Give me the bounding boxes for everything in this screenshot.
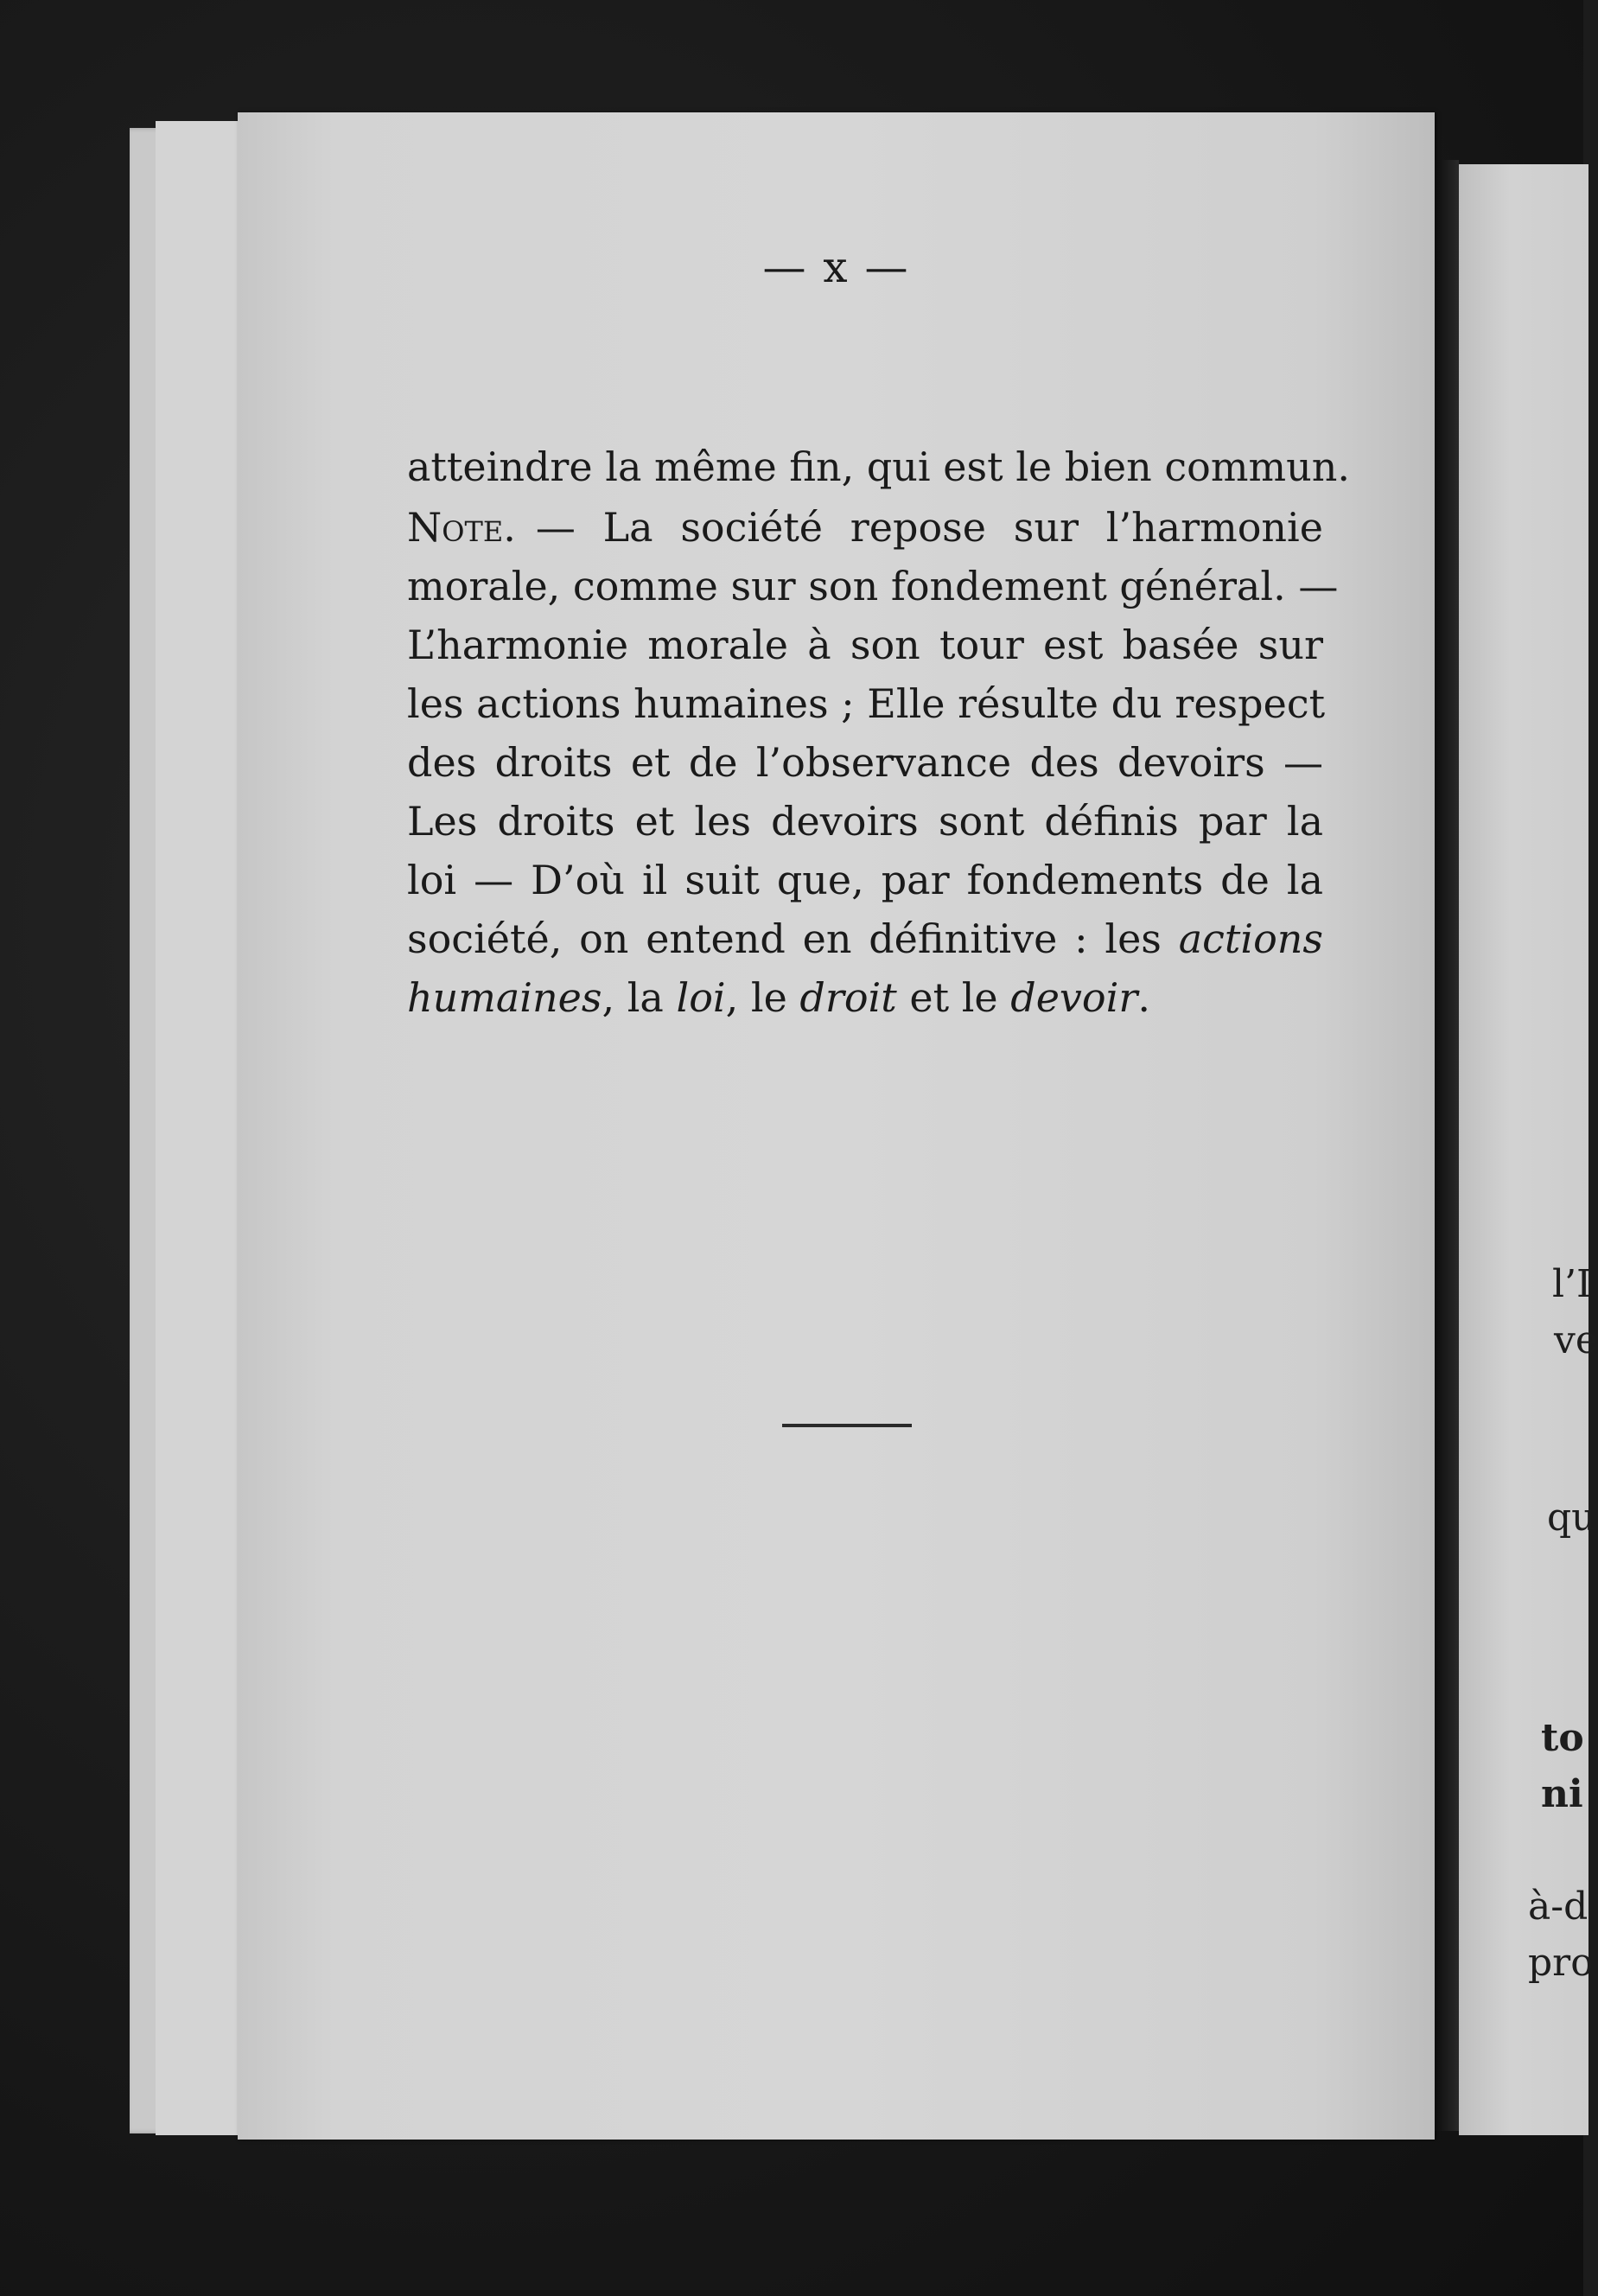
- italic-term: devoir: [1010, 974, 1138, 1021]
- text-line: les actions humaines ; Elle résulte du respect: [407, 680, 1326, 727]
- italic-term: loi: [676, 974, 726, 1021]
- text-line: des droits et de l’observance des devoirs —: [407, 739, 1323, 786]
- adjacent-text-fragment: ni: [1541, 1772, 1583, 1816]
- section-end-rule: [782, 1424, 912, 1427]
- book-page: [238, 112, 1435, 2140]
- adjacent-text-fragment: l’I: [1552, 1262, 1592, 1306]
- text-line: morale, comme sur son fondement général. —: [407, 563, 1339, 609]
- text-line: [407, 501, 1323, 553]
- text-span: .: [1137, 974, 1150, 1021]
- page-number: — x —: [762, 242, 910, 292]
- adjacent-text-fragment: pro: [1528, 1941, 1594, 1985]
- italic-term: humaines: [407, 974, 602, 1021]
- text-span: , la: [602, 974, 677, 1021]
- text-line: [407, 913, 1323, 965]
- book-gutter: [1435, 160, 1459, 2131]
- text-span: — La société repose sur l’harmonie: [535, 504, 1323, 551]
- text-line: loi — D’où il suit que, par fondements de la: [407, 857, 1323, 903]
- text-line: Les droits et les devoirs sont définis par la: [407, 798, 1323, 845]
- text-line: [407, 972, 1323, 1024]
- adjacent-text-fragment: qu: [1547, 1496, 1596, 1540]
- italic-term: actions: [1178, 915, 1323, 962]
- adjacent-page: [1459, 164, 1598, 2135]
- adjacent-text-fragment: to: [1541, 1716, 1584, 1760]
- adjacent-text-fragment: à-d: [1528, 1885, 1588, 1929]
- text-line: atteindre la même fin, qui est le bien commun.: [407, 443, 1350, 490]
- text-span: , le: [725, 974, 800, 1021]
- note-label: Note.: [407, 504, 516, 551]
- text-span: société, on entend en définitive : les: [407, 915, 1162, 962]
- adjacent-text-fragment: ve: [1554, 1318, 1598, 1362]
- italic-term: droit: [799, 974, 897, 1021]
- text-line: L’harmonie morale à son tour est basée sur: [407, 622, 1323, 668]
- text-span: et le: [896, 974, 1011, 1021]
